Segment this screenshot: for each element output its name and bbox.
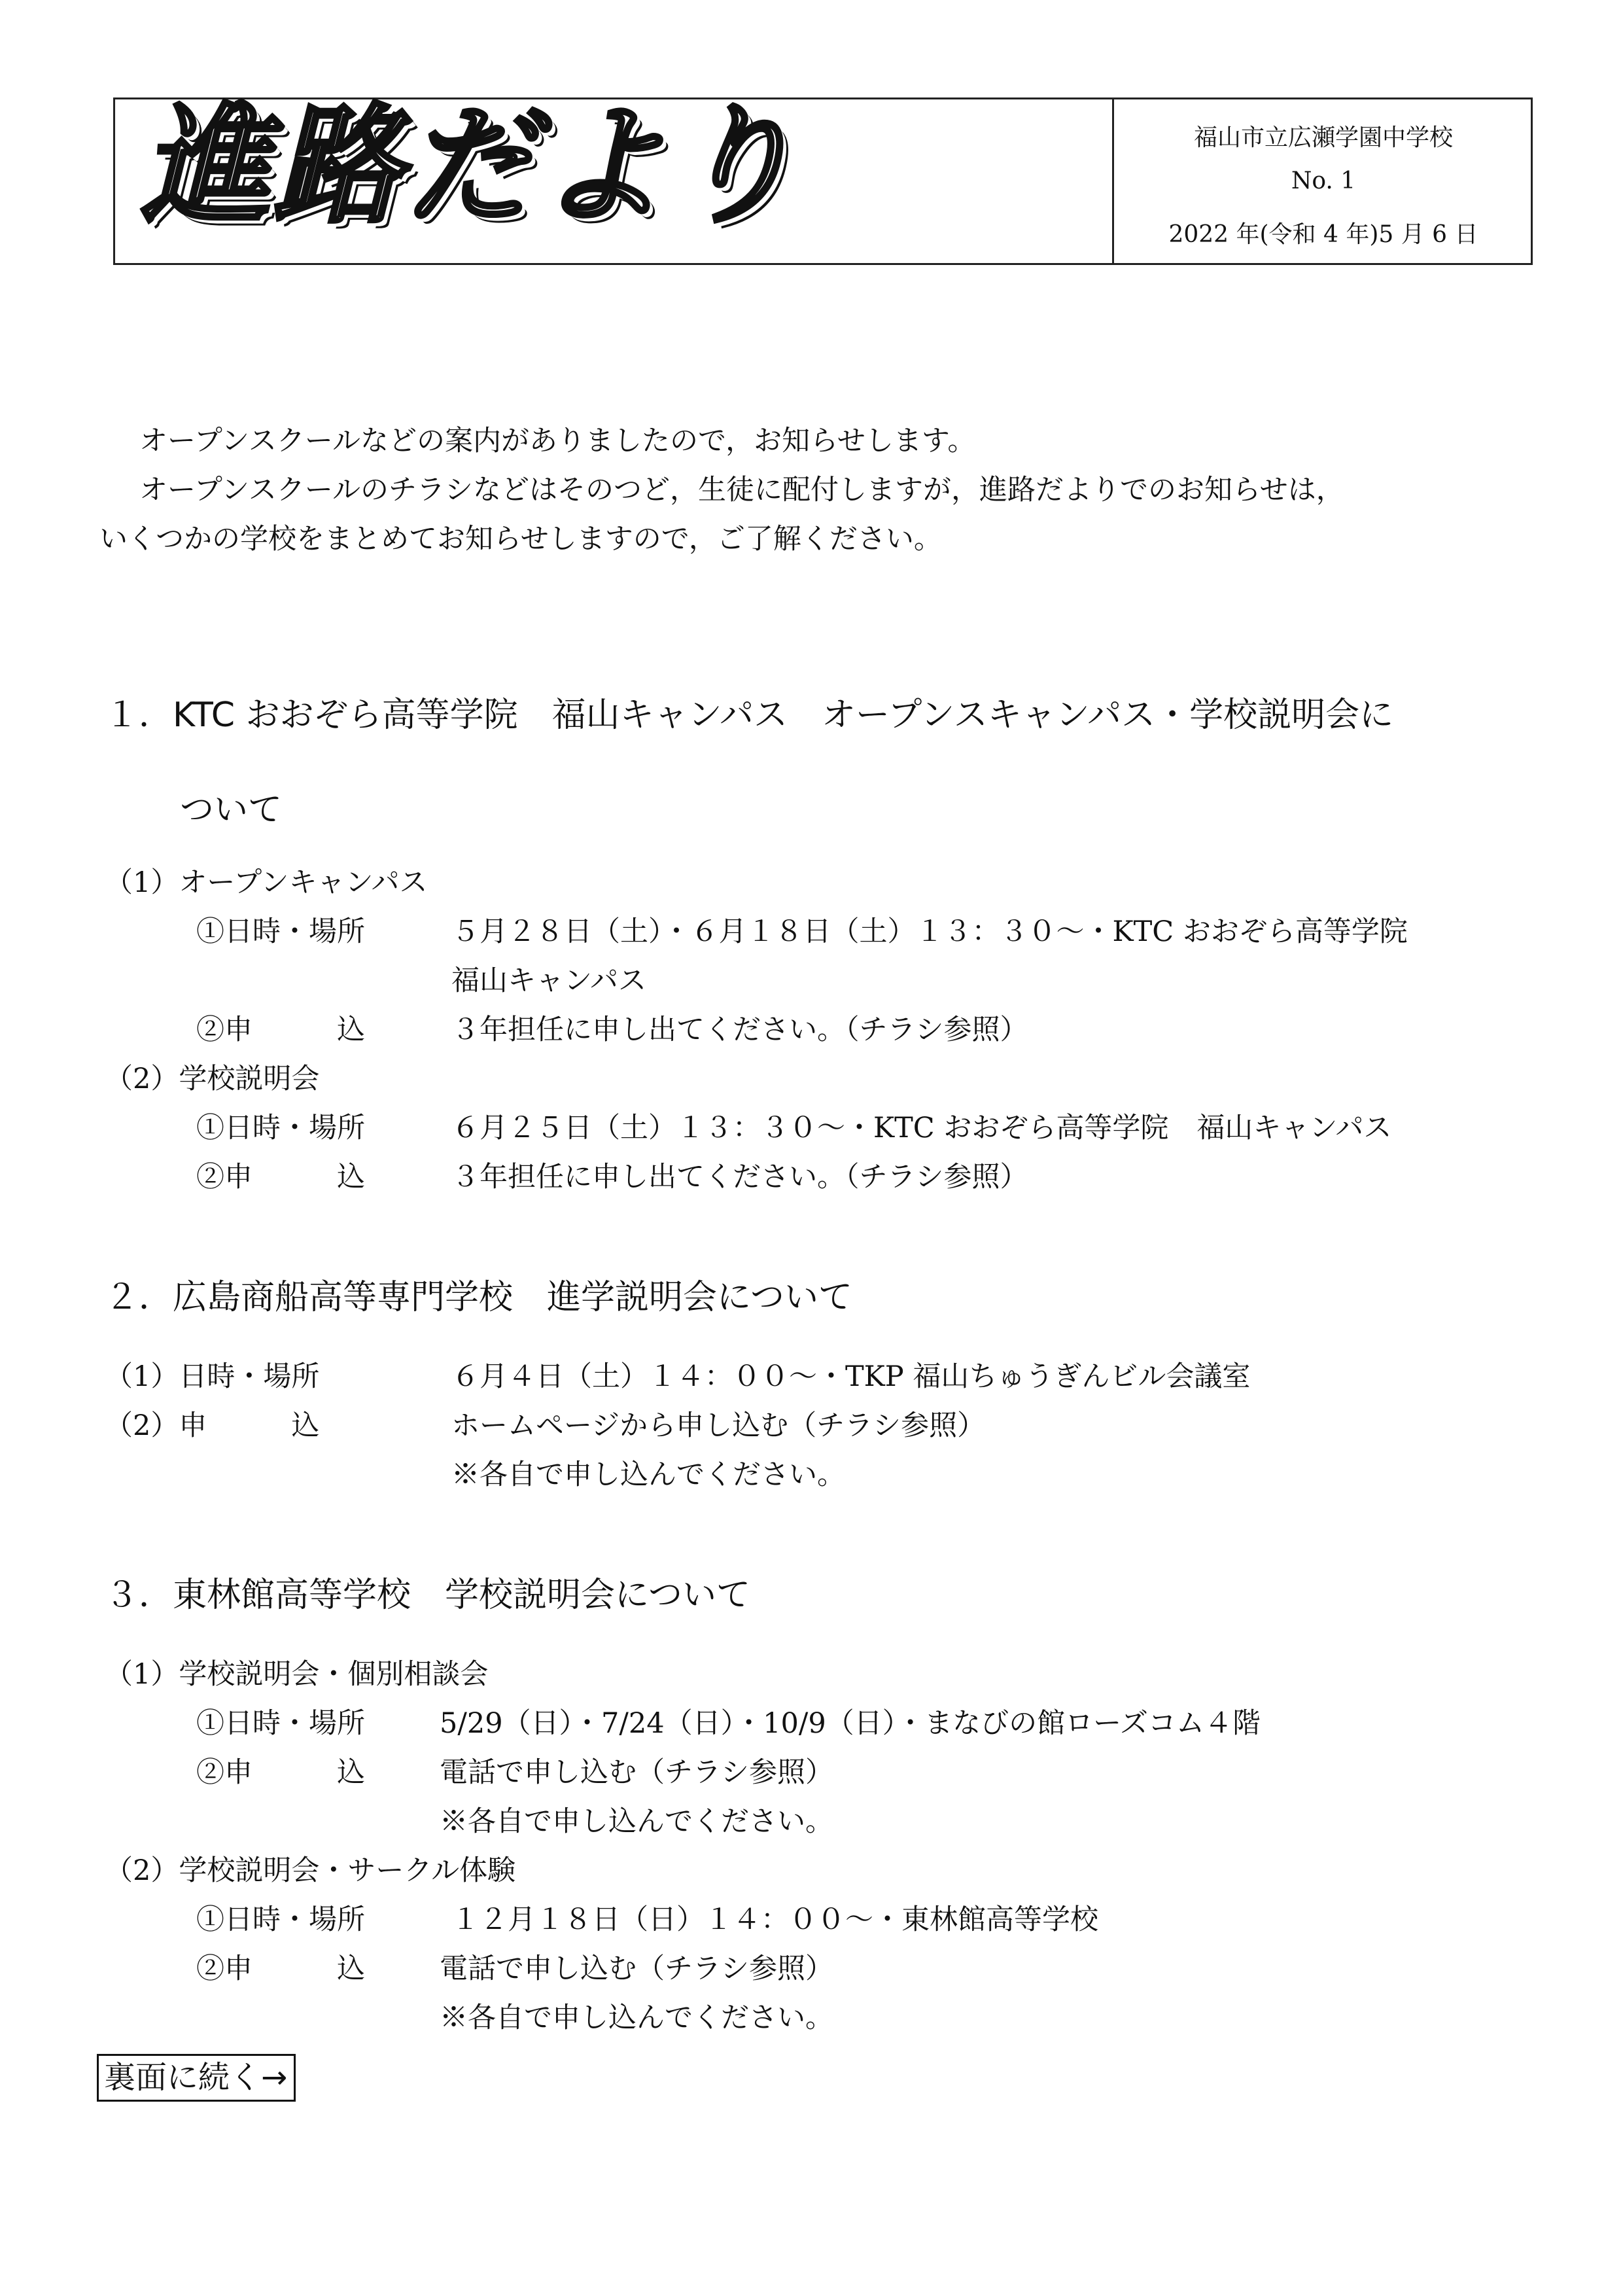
section3-sub1-apply-label: ②申 込 — [196, 1756, 365, 1789]
section1-sub2-datetime-label: ①日時・場所 — [196, 1112, 365, 1144]
section3-sub2-datetime-value: １２月１８日（日）１４：００～・東林館高等学校 — [451, 1903, 1098, 1936]
section1-sub1-label: （1）オープンキャンパス — [105, 866, 428, 899]
section3-sub2-note: ※各自で申し込んでください。 — [440, 2002, 833, 2034]
section2-datetime-label: （1）日時・場所 — [105, 1360, 320, 1393]
section2-note: ※各自で申し込んでください。 — [451, 1458, 845, 1491]
school-name: 福山市立広瀬学園中学校 — [1193, 124, 1453, 151]
section3-sub1-apply-value: 電話で申し込む（チラシ参照） — [440, 1756, 833, 1789]
continue-overleaf-box: 裏面に続く→ — [97, 2054, 296, 2102]
section1-sub2-apply-label: ②申 込 — [196, 1161, 365, 1193]
header-box — [113, 92, 1533, 265]
issue-number: No. 1 — [1291, 168, 1356, 194]
intro-line-1: オープンスクールなどの案内がありましたので，お知らせします。 — [139, 425, 976, 457]
intro-line-2: オープンスクールのチラシなどはそのつど，生徒に配付しますが，進路だよりでのお知らせは， — [139, 474, 1344, 506]
section2-apply-value: ホームページから申し込む（チラシ参照） — [451, 1409, 986, 1442]
section3-sub1-note: ※各自で申し込んでください。 — [440, 1805, 833, 1838]
section1-sub2-label: （2）学校説明会 — [105, 1063, 320, 1095]
section1-sub2-datetime-value: ６月２５日（土）１３：３０～・KTC おおぞら高等学院 福山キャンパス — [451, 1112, 1392, 1144]
section1-sub2-apply-value: ３年担任に申し出てください。（チラシ参照） — [451, 1161, 1028, 1193]
section1-sub1-apply-label: ②申 込 — [196, 1014, 365, 1046]
section3-sub1-datetime-label: ①日時・場所 — [196, 1707, 365, 1740]
intro-line-3: いくつかの学校をまとめてお知らせしますので，ご了解ください。 — [99, 523, 942, 556]
section3-heading: ３．東林館高等学校 学校説明会について — [105, 1576, 750, 1615]
section1-sub1-place-cont: 福山キャンパス — [451, 964, 646, 997]
section3-sub2-datetime-label: ①日時・場所 — [196, 1903, 365, 1936]
section1-heading-cont: ついて — [180, 790, 283, 830]
section2-datetime-value: ６月４日（土）１４：００～・TKP 福山ちゅうぎんビル会議室 — [451, 1360, 1251, 1393]
section2-apply-label: （2）申 込 — [105, 1409, 320, 1442]
section2-heading: ２．広島商船高等専門学校 進学説明会について — [105, 1278, 852, 1317]
masthead-title: 進路だより — [141, 92, 803, 241]
section1-sub1-datetime-label: ①日時・場所 — [196, 915, 365, 948]
section1-sub1-datetime-value: ５月２８日（土）・６月１８日（土）１３：３０～・KTC おおぞら高等学院 — [451, 915, 1408, 948]
section3-sub1-datetime-value: 5/29（日）・7/24（日）・10/9（日）・まなびの館ローズコム４階 — [440, 1707, 1261, 1740]
section3-sub2-apply-value: 電話で申し込む（チラシ参照） — [440, 1952, 833, 1985]
section1-sub1-apply-value: ３年担任に申し出てください。（チラシ参照） — [451, 1014, 1028, 1046]
section1-heading: １．KTC おおぞら高等学院 福山キャンパス オープンスキャンパス・学校説明会に — [105, 696, 1394, 735]
section3-sub1-label: （1）学校説明会・個別相談会 — [105, 1658, 489, 1691]
issue-date: 2022 年(令和 4 年)5 月 6 日 — [1168, 221, 1478, 248]
section3-sub2-label: （2）学校説明会・サークル体験 — [105, 1854, 516, 1887]
section3-sub2-apply-label: ②申 込 — [196, 1952, 365, 1985]
